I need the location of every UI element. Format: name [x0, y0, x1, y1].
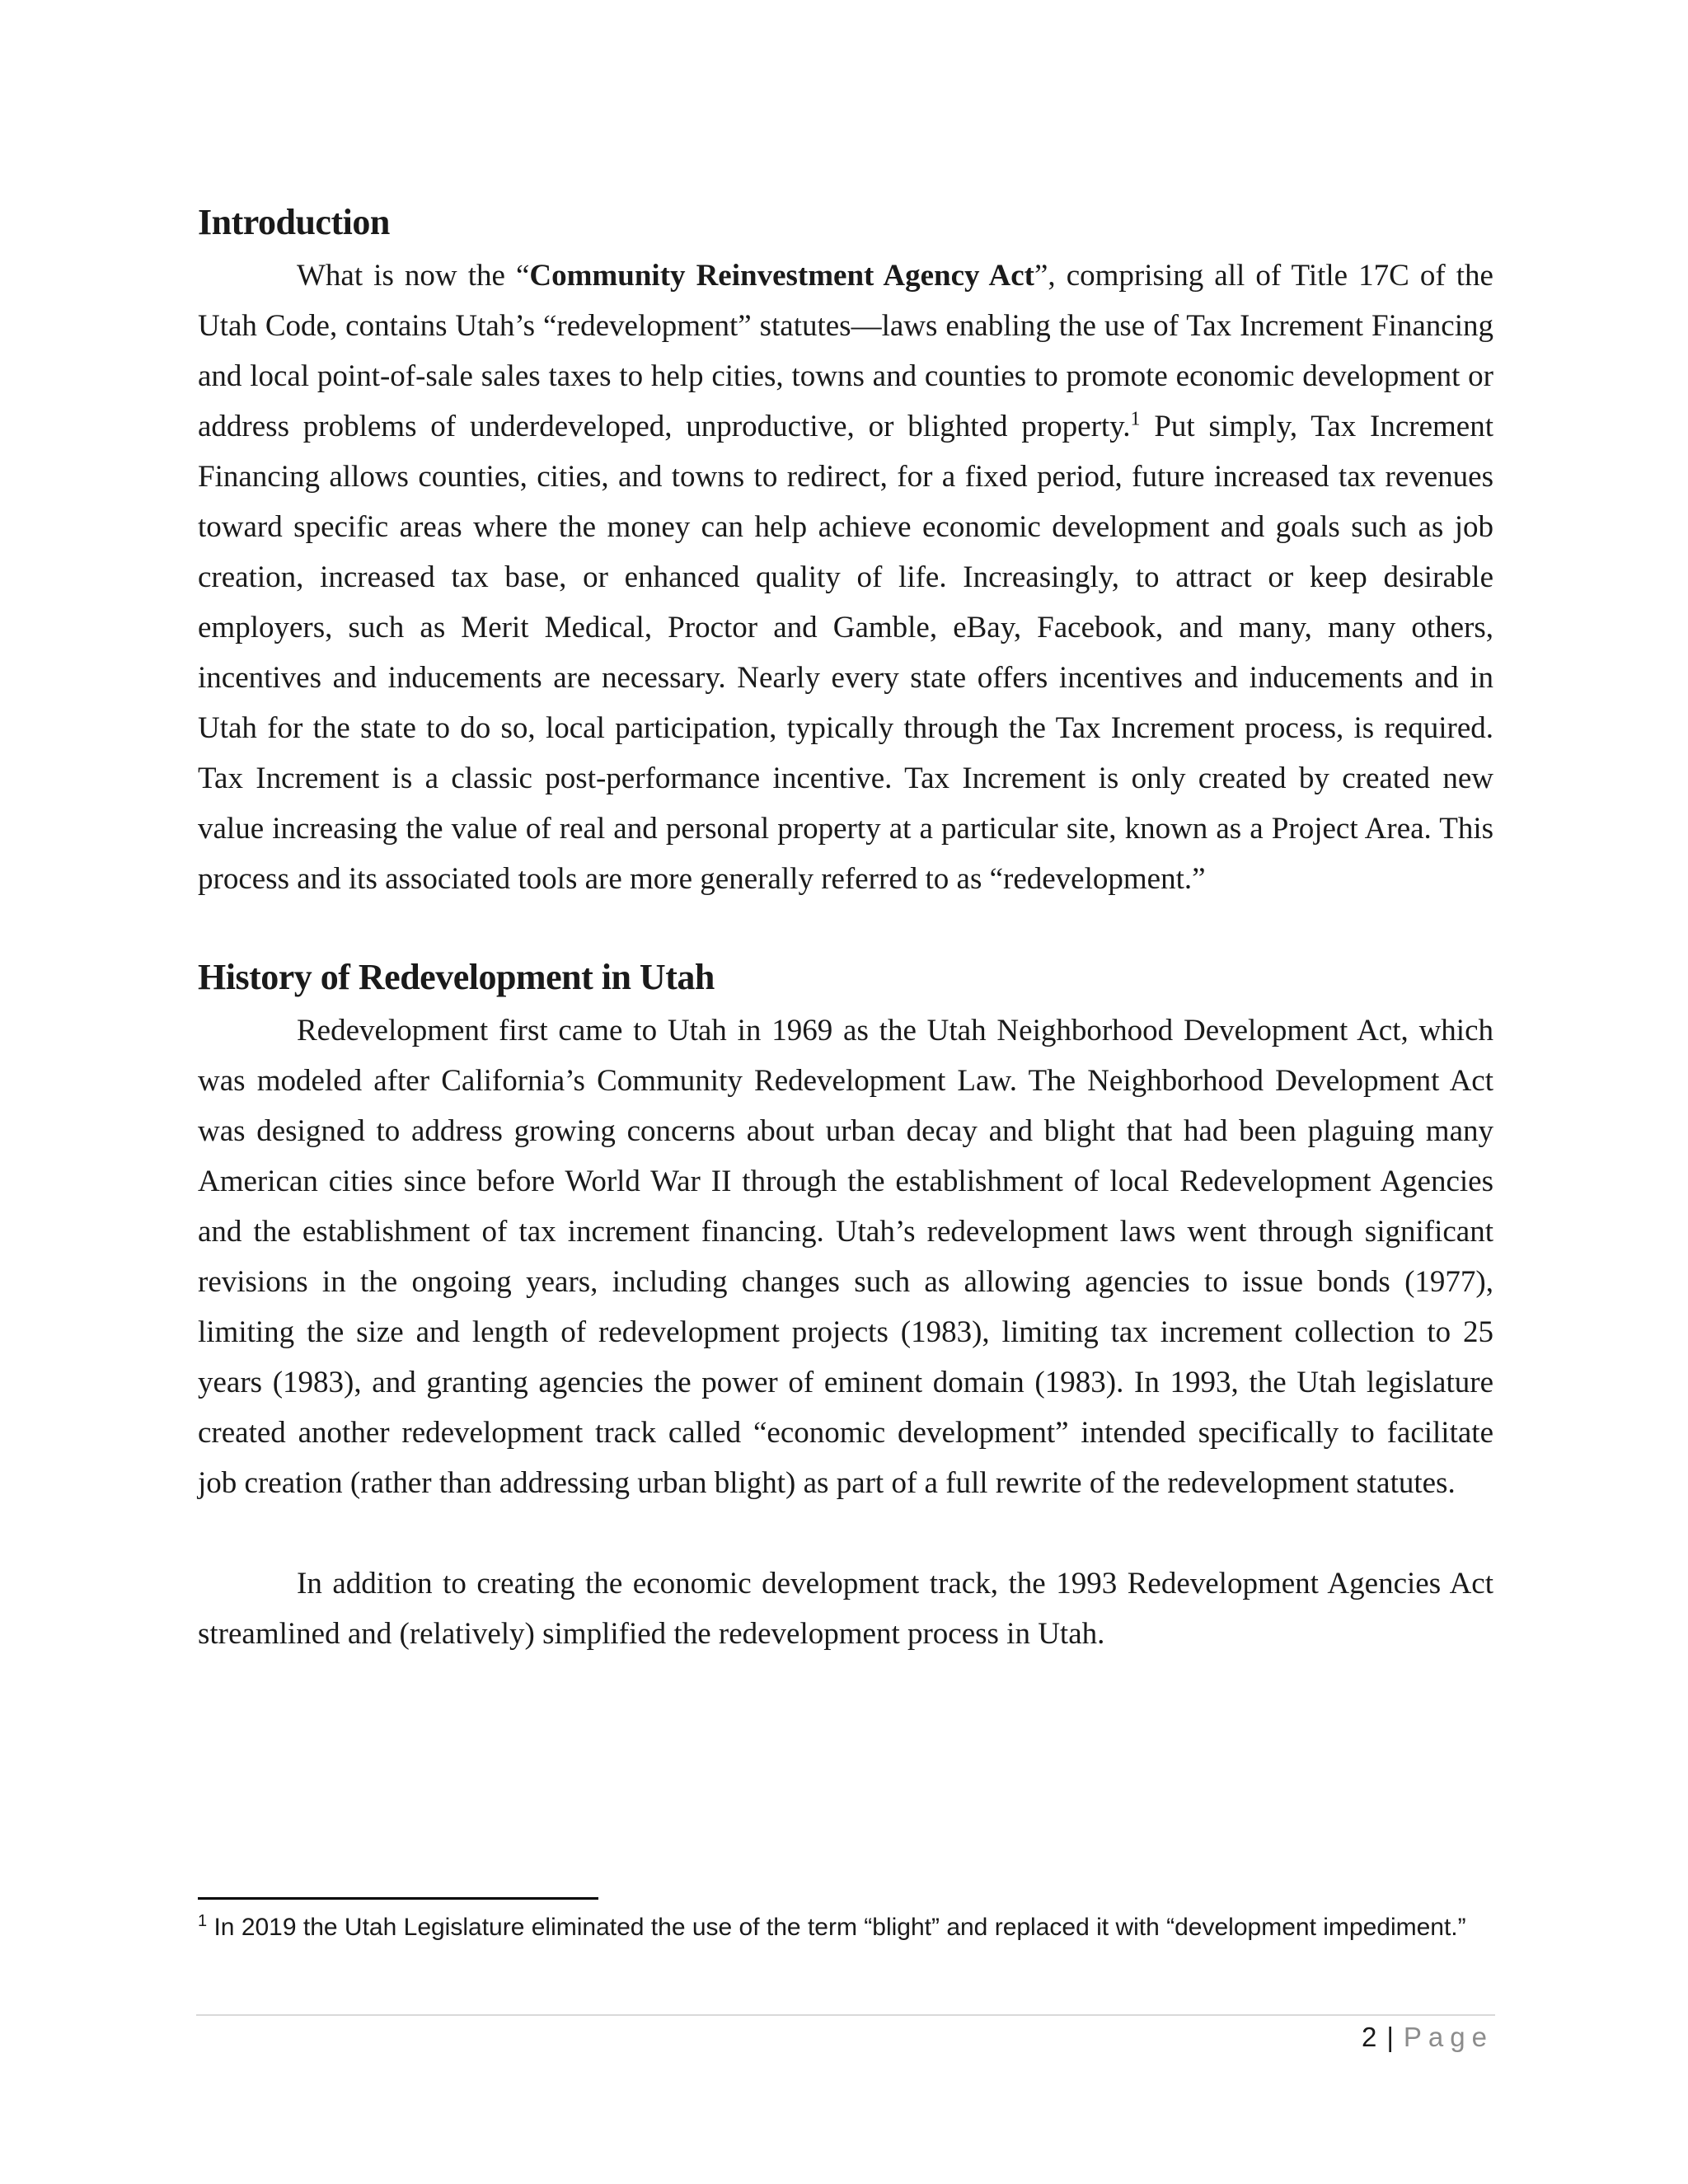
introduction-paragraph: [198, 251, 1493, 904]
footnote-reference[interactable]: 1: [1130, 408, 1141, 430]
section-heading-introduction: Introduction: [198, 202, 390, 242]
history-paragraph-1: Redevelopment first came to Utah in 1969 as the Utah Neighborhood Development Act, which was modeled after California’s Community Redevelopment Law. The Neighborhood Development Act was designed to address growing concerns about urban decay and blight that had been plaguing many American cities since before World War II through the establishment of local Redevelopment Agencies and the establishment of tax increment financing. Utah’s redevelopment laws went through significant revisions in the ongoing years, including changes such as allowing agencies to issue bonds (1977), limiting the size and length of redevelopment projects (1983), limiting tax increment collection to 25 years (1983), and granting agencies the power of eminent domain (1983). In 1993, the Utah legislature created another redevelopment track called “economic development” intended specifically to facilitate job creation (rather than addressing urban blight) as part of a full rewrite of the redevelopment statutes.: [198, 1014, 1493, 1500]
page-label: Page: [1403, 2022, 1493, 2052]
footnote-text: In 2019 the Utah Legislature eliminated the use of the term “blight” and replaced it with “development impediment.”: [207, 1914, 1466, 1941]
footnote-separator: [198, 1897, 598, 1900]
history-paragraph-2: In addition to creating the economic development track, the 1993 Redevelopment Agencies Act streamlined and (relatively) simplified the redevelopment process in Utah.: [198, 1567, 1493, 1651]
page-separator: |: [1386, 2022, 1394, 2052]
footer-divider: [196, 2014, 1495, 2016]
intro-text-rest: Put simply, Tax Increment Financing allows counties, cities, and towns to redirect, for a fixed period, future increased tax revenues toward specific areas where the money can help achieve economic development and goals such as job creation, increased tax base, or enhanced quality of life. Increasingly, to attract or keep desirable employers, such as Merit Medical, Proctor and Gamble, eBay, Facebook, and many, many others, incentives and inducements are necessary. Nearly every state offers incentives and inducements and in Utah for the state to do so, local participation, typically through the Tax Increment process, is required. Tax Increment is a classic post-performance incentive. Tax Increment is only created by created new value increasing the value of real and personal property at a particular site, known as a Project Area. This process and its associated tools are more generally referred to as “redevelopment.”: [198, 410, 1493, 896]
footnote: [198, 1910, 1493, 1945]
intro-text-body: ”, comprising all of Title 17C of the Utah Code, contains Utah’s “redevelopment” statutes—laws enabling the use of Tax Increment Financing and local point-of-sale sales taxes to help cities, towns and counties to promote economic development or address problems of underdeveloped, unproductive, or blighted property.: [198, 259, 1493, 443]
page-number: 2: [1361, 2022, 1377, 2052]
act-name: Community Reinvestment Agency Act: [529, 259, 1034, 293]
intro-text-lead: What is now the “: [297, 259, 530, 293]
footnote-number: 1: [198, 1912, 208, 1930]
section-heading-history: History of Redevelopment in Utah: [198, 957, 715, 997]
document-body: [198, 198, 1493, 1659]
page-footer: [1362, 2019, 1493, 2055]
